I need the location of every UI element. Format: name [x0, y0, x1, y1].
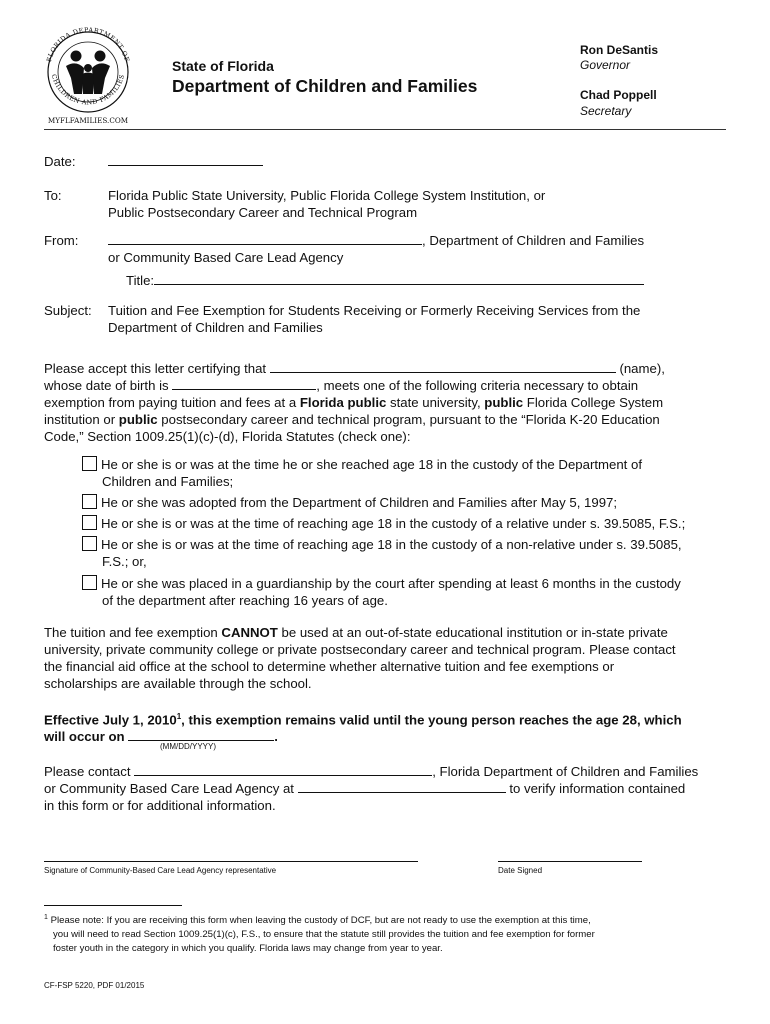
date-format-hint: (MM/DD/YYYY)	[160, 742, 216, 751]
institution-text: institution or	[44, 412, 119, 427]
criteria-text: , meets one of the following criteria necessary to obtain	[316, 378, 639, 393]
date-field[interactable]	[108, 153, 263, 171]
option-4	[82, 536, 722, 570]
to-label: To:	[44, 188, 62, 203]
effective-period: .	[274, 729, 278, 745]
date-label: Date:	[44, 154, 76, 169]
secretary-title: Secretary	[580, 104, 632, 118]
footnote-marker: 1	[44, 914, 48, 921]
governor-name: Ron DeSantis	[580, 43, 659, 57]
public-bold-1: public	[484, 395, 524, 410]
to-line-2: Public Postsecondary Career and Technical Program	[108, 205, 418, 220]
footnote-ref: 1	[176, 712, 182, 721]
will-occur-text: will occur on	[44, 729, 125, 745]
dob-text: whose date of birth is	[44, 378, 169, 393]
contact-text: Please contact	[44, 764, 131, 779]
option-1-checkbox[interactable]	[82, 456, 97, 471]
certify-paragraph	[44, 360, 724, 445]
title-row	[126, 272, 644, 289]
cannot-bold: CANNOT	[221, 625, 278, 640]
dcf-logo	[38, 22, 138, 127]
option-4-text-cont: F.S.; or,	[102, 554, 147, 569]
footnote-line-2: you will need to read Section 1009.25(1)(c), F.S., to ensure that the statute still provides the tuition and fee exemption for former	[53, 929, 595, 941]
phone-field[interactable]	[298, 780, 506, 793]
effective-paragraph	[44, 708, 724, 745]
dob-field[interactable]	[172, 377, 316, 390]
option-2-text: He or she was adopted from the Department of Children and Families after May 5, 1997;	[101, 495, 618, 510]
exemption-text: exemption from paying tuition and fees at a	[44, 395, 297, 410]
option-1-text-cont: Children and Families;	[102, 474, 234, 489]
certify-text: Please accept this letter certifying that	[44, 361, 267, 376]
verify-text: to verify information contained	[509, 781, 686, 796]
option-3-checkbox[interactable]	[82, 515, 97, 530]
date-signed-label: Date Signed	[498, 866, 543, 875]
from-line-1	[108, 232, 644, 249]
subject-label: Subject:	[44, 303, 92, 318]
footnote-line-3: foster youth in the category in which you qualify. Florida laws may change from year to year.	[53, 943, 443, 955]
option-2	[82, 494, 722, 511]
contact-paragraph	[44, 763, 724, 814]
title-field[interactable]	[154, 272, 644, 285]
cannot-line-3: the financial aid office at the school to determine whether alternative tuition and fee exemptions or	[44, 659, 615, 674]
statute-text: Code,” Section 1009.25(1)(c)-(d), Florida Statutes (check one):	[44, 429, 411, 444]
from-line-2: or Community Based Care Lead Agency	[108, 250, 344, 265]
college-system-text: Florida College System	[523, 395, 664, 410]
age-28-date-field[interactable]	[128, 728, 274, 741]
footnote-line-1: Please note: If you are receiving this form when leaving the custody of DCF, but are not ready to use the exemption at this time,	[47, 915, 591, 927]
public-bold-2: public	[118, 412, 158, 427]
effective-date-text: Effective July 1, 2010	[44, 712, 177, 728]
from-name-field[interactable]	[108, 232, 422, 245]
contact-dcf-text: , Florida Department of Children and Families	[432, 764, 699, 779]
student-name-field[interactable]	[270, 360, 616, 373]
cannot-line-2: university, private community college or private postsecondary career and technical program. Please contact	[44, 642, 676, 657]
cannot-line-4: scholarships are available through the school.	[44, 676, 312, 691]
secretary-name: Chad Poppell	[580, 88, 657, 102]
department-name: Department of Children and Families	[172, 76, 478, 96]
svg-text:FLORIDA DEPARTMENT OF: FLORIDA DEPARTMENT OF	[44, 25, 132, 63]
footnote-rule	[44, 905, 182, 906]
to-line-1: Florida Public State University, Public Florida College System Institution, or	[108, 188, 546, 203]
pursuant-text: postsecondary career and technical program, pursuant to the “Florida K-20 Education	[157, 412, 660, 427]
footnote	[44, 911, 734, 956]
governor-title: Governor	[580, 58, 631, 72]
effective-rest: , this exemption remains valid until the young person reaches the age 28, which	[181, 712, 682, 728]
cannot-rest: be used at an out-of-state educational institution or in-state private	[277, 625, 668, 640]
option-4-text: He or she is or was at the time of reaching age 18 in the custody of a non-relative under s. 39.5085,	[101, 537, 682, 552]
option-5	[82, 575, 722, 609]
option-5-text: He or she was placed in a guardianship by the court after spending at least 6 months in the custody	[101, 576, 681, 591]
state-name: State of Florida	[172, 58, 274, 74]
option-3-text: He or she is or was at the time of reaching age 18 in the custody of a relative under s. 39.5085, F.S.;	[101, 516, 686, 531]
option-1-text: He or she is or was at the time he or she reached age 18 in the custody of the Department of	[101, 457, 642, 472]
additional-info-text: in this form or for additional information.	[44, 798, 276, 813]
name-label: (name),	[619, 361, 665, 376]
option-2-checkbox[interactable]	[82, 494, 97, 509]
svg-text:MYFLFAMILIES.COM: MYFLFAMILIES.COM	[47, 116, 129, 125]
state-university-text: state university,	[386, 395, 485, 410]
signature-field[interactable]	[44, 861, 418, 862]
title-label: Title:	[126, 273, 155, 288]
from-suffix: , Department of Children and Families	[422, 233, 645, 248]
header-divider	[44, 129, 726, 130]
from-label: From:	[44, 233, 79, 248]
form-id: CF-FSP 5220, PDF 01/2015	[44, 981, 145, 990]
option-4-checkbox[interactable]	[82, 536, 97, 551]
date-signed-field[interactable]	[498, 861, 642, 862]
option-3	[82, 515, 722, 532]
florida-public-bold: Florida public	[299, 395, 387, 410]
contact-name-field[interactable]	[134, 763, 432, 776]
svg-text:CHILDREN AND FAMILIES: CHILDREN AND FAMILIES	[49, 73, 127, 107]
signature-label: Signature of Community-Based Care Lead Agency representative	[44, 866, 277, 875]
subject-line-2: Department of Children and Families	[108, 320, 323, 335]
option-5-checkbox[interactable]	[82, 575, 97, 590]
subject-line-1: Tuition and Fee Exemption for Students Receiving or Formerly Receiving Services from the	[108, 303, 641, 318]
cannot-paragraph	[44, 624, 724, 692]
option-5-text-cont: of the department after reaching 16 years of age.	[102, 593, 388, 608]
cannot-lead: The tuition and fee exemption	[44, 625, 222, 640]
option-1	[82, 456, 722, 490]
lead-agency-text: or Community Based Care Lead Agency at	[44, 781, 294, 796]
